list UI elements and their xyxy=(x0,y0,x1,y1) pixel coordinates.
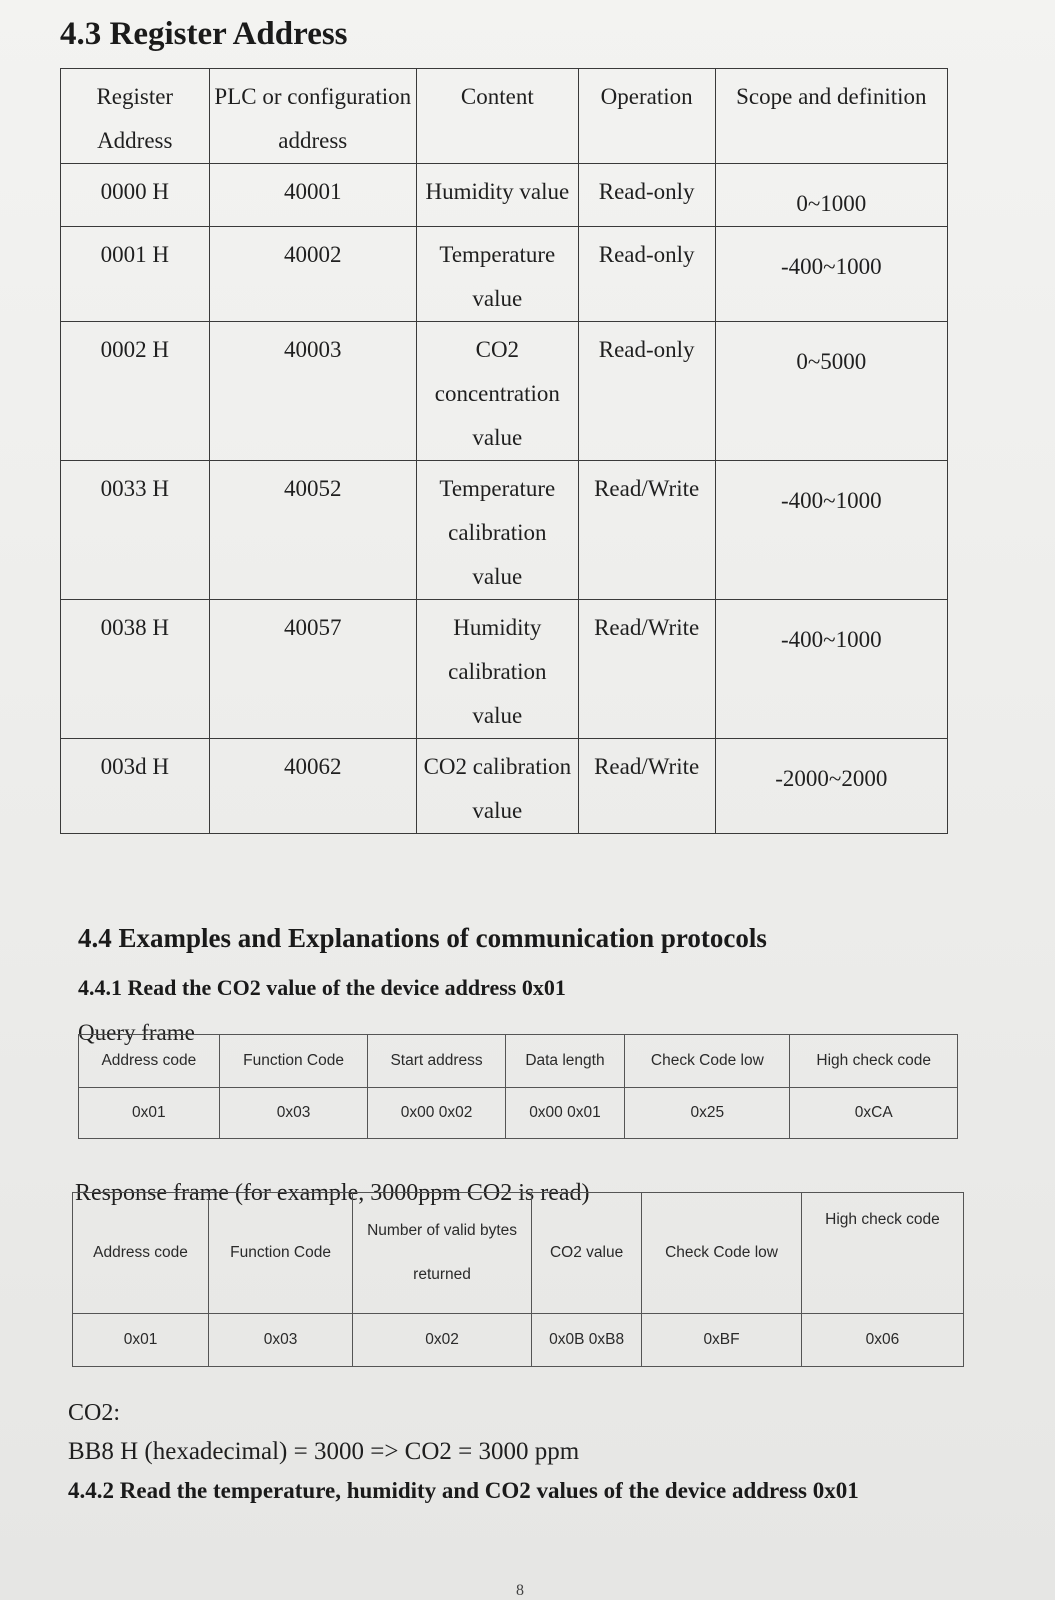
query-header-cell: Data length xyxy=(505,1035,625,1088)
subsection-heading-4-4-2: 4.4.2 Read the temperature, humidity and CO2 values of the device address 0x01 xyxy=(68,1478,859,1503)
cell-operation: Read-only xyxy=(578,164,715,227)
query-header-cell: Check Code low xyxy=(625,1035,790,1088)
header-content: Content xyxy=(417,69,579,164)
response-header-cell: Address code xyxy=(73,1193,209,1314)
page-number: 8 xyxy=(516,1582,524,1599)
header-plc-address: PLC or configuration address xyxy=(209,69,417,164)
table-row xyxy=(61,461,948,600)
cell-operation: Read/Write xyxy=(578,461,715,600)
cell-scope: 0~5000 xyxy=(715,322,947,461)
table-row xyxy=(61,739,948,834)
response-value-cell: 0x02 xyxy=(353,1314,532,1367)
section-heading-4-3: 4.3 Register Address xyxy=(60,16,348,52)
cell-plc: 40062 xyxy=(209,739,417,834)
header-scope: Scope and definition xyxy=(715,69,947,164)
response-header-cell: Number of valid bytes returned xyxy=(353,1193,532,1314)
query-value-cell: 0x00 0x01 xyxy=(505,1088,625,1139)
cell-address: 0002 H xyxy=(61,322,210,461)
response-value-cell: 0x0B 0xB8 xyxy=(532,1314,642,1367)
cell-plc: 40001 xyxy=(209,164,417,227)
cell-content: Humidity calibration value xyxy=(417,600,579,739)
table-row xyxy=(61,164,948,227)
response-value-cell: 0x03 xyxy=(209,1314,353,1367)
cell-operation: Read-only xyxy=(578,322,715,461)
header-operation: Operation xyxy=(578,69,715,164)
query-value-row xyxy=(79,1088,958,1139)
cell-plc: 40057 xyxy=(209,600,417,739)
cell-plc: 40052 xyxy=(209,461,417,600)
cell-address: 0001 H xyxy=(61,227,210,322)
response-value-cell: 0xBF xyxy=(642,1314,802,1367)
cell-plc: 40003 xyxy=(209,322,417,461)
response-header-cell: Check Code low xyxy=(642,1193,802,1314)
response-value-row xyxy=(73,1314,964,1367)
query-header-row xyxy=(79,1035,958,1088)
cell-scope: -2000~2000 xyxy=(715,739,947,834)
cell-operation: Read/Write xyxy=(578,600,715,739)
query-header-cell: Function Code xyxy=(219,1035,368,1088)
cell-scope: 0~1000 xyxy=(715,164,947,227)
cell-address: 0038 H xyxy=(61,600,210,739)
query-value-cell: 0xCA xyxy=(790,1088,958,1139)
response-header-row xyxy=(73,1193,964,1314)
query-value-cell: 0x00 0x02 xyxy=(368,1088,505,1139)
section-heading-4-4: 4.4 Examples and Explanations of communication protocols xyxy=(78,923,767,953)
cell-address: 003d H xyxy=(61,739,210,834)
cell-content: CO2 concentration value xyxy=(417,322,579,461)
subsection-heading-4-4-1: 4.4.1 Read the CO2 value of the device address 0x01 xyxy=(78,975,566,1000)
response-frame-label: Response frame (for example, 3000ppm CO2 is read) xyxy=(75,1180,590,1206)
cell-scope: -400~1000 xyxy=(715,600,947,739)
header-register-address: Register Address xyxy=(61,69,210,164)
query-header-cell: High check code xyxy=(790,1035,958,1088)
cell-operation: Read/Write xyxy=(578,739,715,834)
table-header-row xyxy=(61,69,948,164)
table-row xyxy=(61,600,948,739)
query-header-cell: Address code xyxy=(79,1035,220,1088)
response-header-cell: High check code xyxy=(801,1193,963,1314)
co2-formula: BB8 H (hexadecimal) = 3000 => CO2 = 3000 ppm xyxy=(68,1438,580,1465)
query-value-cell: 0x25 xyxy=(625,1088,790,1139)
table-row xyxy=(61,322,948,461)
cell-plc: 40002 xyxy=(209,227,417,322)
query-value-cell: 0x01 xyxy=(79,1088,220,1139)
cell-scope: -400~1000 xyxy=(715,461,947,600)
query-frame-label: Query frame xyxy=(78,1020,195,1045)
cell-content: Temperature calibration value xyxy=(417,461,579,600)
query-frame-table xyxy=(78,1034,958,1139)
table-row xyxy=(61,227,948,322)
response-header-cell: CO2 value xyxy=(532,1193,642,1314)
cell-content: CO2 calibration value xyxy=(417,739,579,834)
response-value-cell: 0x01 xyxy=(73,1314,209,1367)
cell-address: 0000 H xyxy=(61,164,210,227)
cell-operation: Read-only xyxy=(578,227,715,322)
response-frame-table xyxy=(72,1192,964,1367)
cell-content: Humidity value xyxy=(417,164,579,227)
co2-label: CO2: xyxy=(68,1400,121,1426)
query-header-cell: Start address xyxy=(368,1035,505,1088)
cell-content: Temperature value xyxy=(417,227,579,322)
response-header-cell: Function Code xyxy=(209,1193,353,1314)
cell-address: 0033 H xyxy=(61,461,210,600)
response-value-cell: 0x06 xyxy=(801,1314,963,1367)
cell-scope: -400~1000 xyxy=(715,227,947,322)
query-value-cell: 0x03 xyxy=(219,1088,368,1139)
register-address-table xyxy=(60,68,948,834)
